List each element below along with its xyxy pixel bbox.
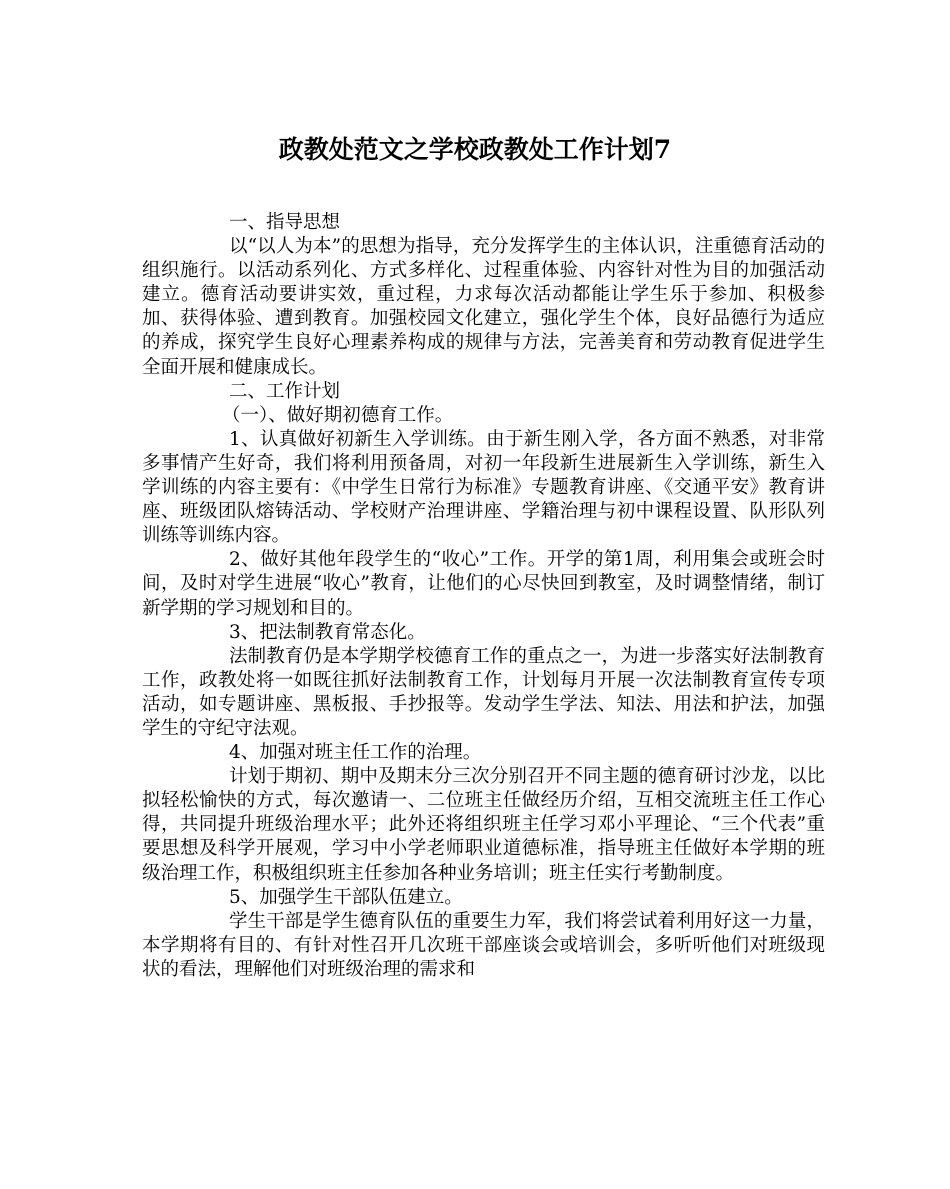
item-heading: 3、把法制教育常态化。 xyxy=(229,621,426,643)
document-title: 政教处范文之学校政教处工作计划7 xyxy=(278,135,672,164)
document-body xyxy=(142,211,825,982)
paragraph: 2、做好其他年段学生的“收心”工作。开学的第1周，利用集会或班会时间，及时对学生进展“收心”教育，让他们的心尽快回到教室，及时调整情绪，制订新学期的学习规划和目的。 xyxy=(142,549,825,619)
item-heading: 5、加强学生干部队伍建立。 xyxy=(229,886,463,908)
paragraph: 以“以人为本”的思想为指导，充分发挥学生的主体认识，注重德育活动的组织施行。以活动系列化、方式多样化、过程重体验、内容针对性为目的加强活动建立。德育活动要讲实效，重过程，力求每次活动都能让学生乐于参加、积极参加、获得体验、遭到教育。加强校园文化建立，强化学生个体，良好品德行为适应的养成，探究学生良好心理素养构成的规律与方法，完善美育和劳动教育促进学生全面开展和健康成长。 xyxy=(142,236,825,378)
section-heading: 一、指导思想 xyxy=(229,212,341,233)
paragraph: 学生干部是学生德育队伍的重要生力军，我们将尝试着利用好这一力量，本学期将有目的、有针对性召开几次班干部座谈会或培训会，多听听他们对班级现状的看法，理解他们对班级治理的需求和 xyxy=(142,910,825,980)
section-heading: 二、工作计划 xyxy=(229,380,341,402)
paragraph: 法制教育仍是本学期学校德育工作的重点之一，为进一步落实好法制教育工作，政教处将一如既往抓好法制教育工作，计划每月开展一次法制教育宣传专项活动，如专题讲座、黑板报、手抄报等。发动学生学法、知法、用法和护法，加强学生的守纪守法观。 xyxy=(142,645,825,739)
item-heading: 4、加强对班主任工作的治理。 xyxy=(229,742,482,764)
paragraph: 1、认真做好初新生入学训练。由于新生刚入学，各方面不熟悉，对非常多事情产生好奇，我们将利用预备周，对初一年段新生进展新生入学训练，新生入学训练的内容主要有：《中学生日常行为标准》专题教育讲座、《交通平安》教育讲座、班级团队熔铸活动、学校财产治理讲座、学籍治理与初中课程设置、队形队列训练等训练内容。 xyxy=(142,428,825,547)
paragraph: 计划于期初、期中及期末分三次分别召开不同主题的德育研讨沙龙，以比拟轻松愉快的方式，每次邀请一、二位班主任做经历介绍，互相交流班主任工作心得，共同提升班级治理水平；此外还将组织班主任学习邓小平理论、“三个代表”重要思想及科学开展观，学习中小学老师职业道德标准，指导班主任做好本学期的班级治理工作，积极组织班主任参加各种业务培训；班主任实行考勤制度。 xyxy=(142,766,825,884)
sub-heading: （一）、做好期初德育工作。 xyxy=(222,404,454,426)
